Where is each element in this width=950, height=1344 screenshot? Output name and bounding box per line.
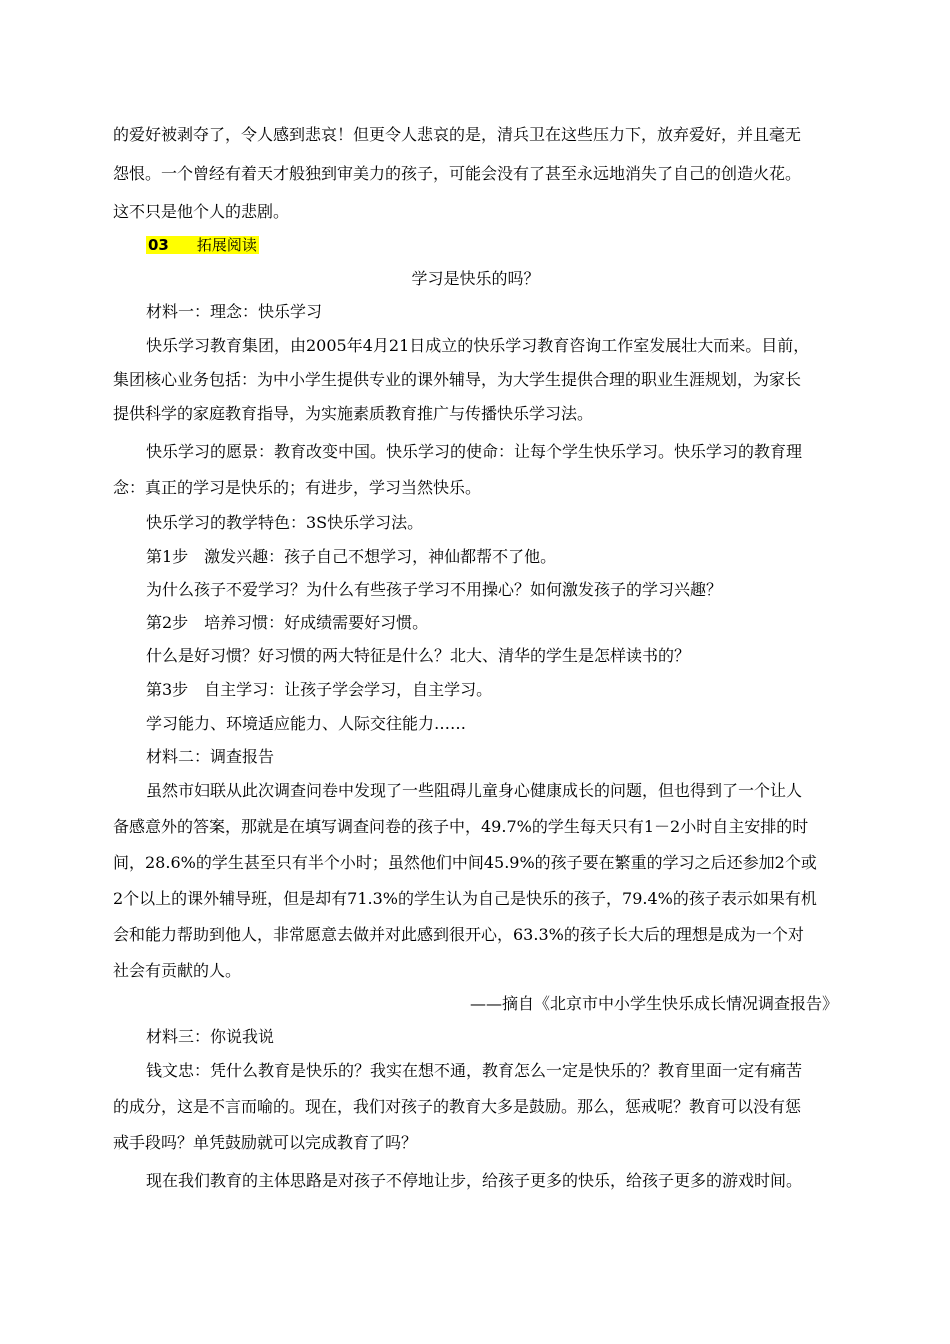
material1-step3-question: 学习能力、环境适应能力、人际交往能力…… [146, 714, 467, 733]
material3-p2: 现在我们教育的主体思路是对孩子不停地让步，给孩子更多的快乐，给孩子更多的游戏时间。 [146, 1171, 803, 1190]
material1-p1-line-1: 快乐学习教育集团，由2005年4月21日成立的快乐学习教育咨询工作室发展壮大而来。目前， [146, 336, 810, 355]
material3-p1-line-2: 的成分，这是不言而喻的。现在，我们对孩子的教育大多是鼓励。那么，惩戒呢？教育可以没有惩 [113, 1097, 802, 1116]
material1-step1: 第1步 激发兴趣：孩子自己不想学习，神仙都帮不了他。 [146, 547, 557, 566]
section-title: 拓展阅读 [196, 236, 257, 254]
material3-p1-line-1: 钱文忠：凭什么教育是快乐的？我实在想不通，教育怎么一定是快乐的？教育里面一定有痛苦 [146, 1061, 803, 1080]
material2-p1-line-4: 2个以上的课外辅导班，但是却有71.3%的学生认为自己是快乐的孩子，79.4%的孩子表示如果有机 [113, 889, 817, 908]
material2-heading: 材料二：调查报告 [146, 747, 275, 766]
material1-step3: 第3步 自主学习：让孩子学会学习，自主学习。 [146, 680, 493, 699]
intro-line-3: 这不只是他个人的悲剧。 [113, 202, 290, 221]
material1-p2-line-1: 快乐学习的愿景：教育改变中国。快乐学习的使命：让每个学生快乐学习。快乐学习的教育理 [146, 442, 803, 461]
material2-source: ——摘自《北京市中小学生快乐成长情况调查报告》 [469, 994, 838, 1013]
intro-line-1: 的爱好被剥夺了，令人感到悲哀！但更令人悲哀的是，清兵卫在这些压力下，放弃爱好，并且毫无 [113, 125, 802, 144]
material1-p3: 快乐学习的教学特色：3S快乐学习法。 [146, 513, 424, 532]
material3-heading: 材料三：你说我说 [146, 1027, 275, 1046]
section-number: 03 [148, 236, 169, 254]
material2-p1-line-3: 间，28.6%的学生甚至只有半个小时；虽然他们中间45.9%的孩子要在繁重的学习之后还参加2个或 [113, 853, 817, 872]
intro-line-2: 怨恨。一个曾经有着天才般独到审美力的孩子，可能会没有了甚至永远地消失了自己的创造火花。 [113, 164, 802, 183]
material1-step1-question: 为什么孩子不爱学习？为什么有些孩子学习不用操心？如何激发孩子的学习兴趣？ [146, 580, 723, 599]
material1-p2-line-2: 念：真正的学习是快乐的；有进步，学习当然快乐。 [113, 478, 482, 497]
section-heading [146, 235, 259, 255]
material2-p1-line-5: 会和能力帮助到他人，非常愿意去做并对此感到很开心，63.3%的孩子长大后的理想是成为一个对 [113, 925, 804, 944]
material1-step2-question: 什么是好习惯？好习惯的两大特征是什么？北大、清华的学生是怎样读书的？ [146, 646, 691, 665]
material3-p1-line-3: 戒手段吗？单凭鼓励就可以完成教育了吗？ [113, 1133, 418, 1152]
material1-heading: 材料一：理念：快乐学习 [146, 302, 323, 321]
material1-p1-line-3: 提供科学的家庭教育指导，为实施素质教育推广与传播快乐学习法。 [113, 404, 594, 423]
material1-p1-line-2: 集团核心业务包括：为中小学生提供专业的课外辅导，为大学生提供合理的职业生涯规划，为家长 [113, 370, 802, 389]
material1-step2: 第2步 培养习惯：好成绩需要好习惯。 [146, 613, 429, 632]
article-title: 学习是快乐的吗？ [411, 269, 540, 288]
material2-p1-line-1: 虽然市妇联从此次调查问卷中发现了一些阻碍儿童身心健康成长的问题，但也得到了一个让人 [146, 781, 803, 800]
material2-p1-line-2: 备感意外的答案，那就是在填写调查问卷的孩子中，49.7%的学生每天只有1－2小时自主安排的时 [113, 817, 809, 836]
section-heading-highlight [146, 236, 259, 254]
material2-p1-line-6: 社会有贡献的人。 [113, 961, 242, 980]
